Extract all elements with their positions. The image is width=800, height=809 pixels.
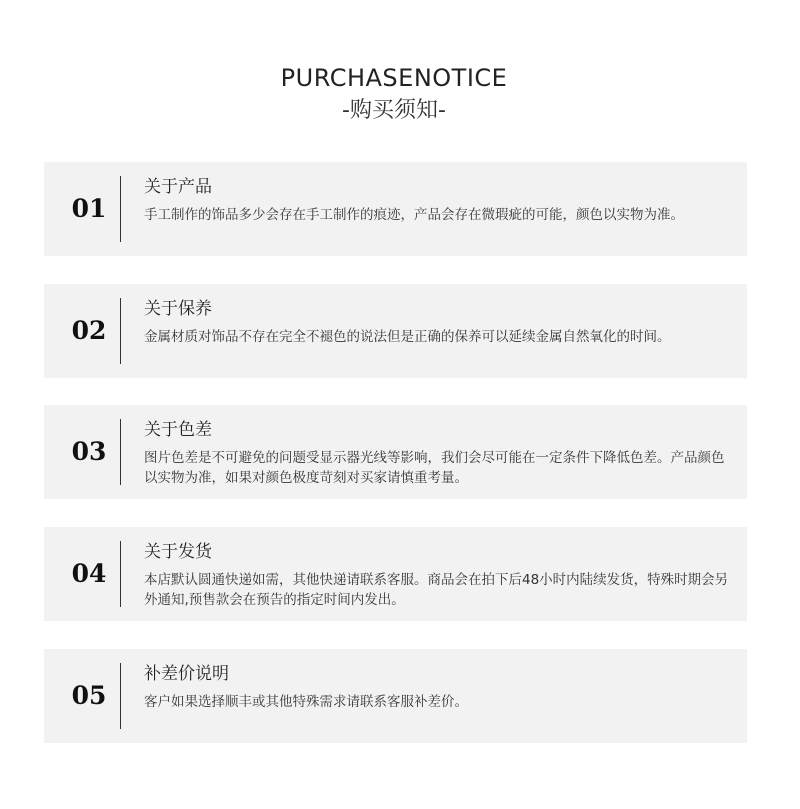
card-description: 金属材质对饰品不存在完全不褪色的说法但是正确的保养可以延续金属自然氧化的时间。 [144, 329, 671, 345]
card-content [144, 541, 734, 610]
vertical-divider [120, 176, 121, 242]
card-content [144, 663, 734, 712]
card-heading: 关于产品 [144, 177, 212, 197]
card-number: 01 [71, 194, 107, 223]
card-content [144, 298, 734, 347]
notice-card-shipping [44, 527, 747, 621]
vertical-divider [120, 298, 121, 364]
notice-card-product [44, 162, 747, 256]
notice-card-maintenance [44, 284, 747, 378]
card-description: 本店默认圆通快递如需，其他快递请联系客服。商品会在拍下后48小时内陆续发货，特殊时期会另外通知,预售款会在预告的指定时间内发出。 [144, 572, 729, 608]
notice-header [0, 62, 788, 126]
vertical-divider [120, 419, 121, 485]
vertical-divider [120, 541, 121, 607]
card-heading: 关于色差 [144, 420, 212, 440]
card-heading: 关于发货 [144, 542, 212, 562]
card-content [144, 419, 734, 488]
card-description: 手工制作的饰品多少会存在手工制作的痕迹，产品会存在微瑕疵的可能，颜色以实物为准。 [144, 207, 684, 223]
page-title-chinese: -购买须知- [342, 98, 446, 123]
card-number: 02 [71, 316, 107, 345]
card-number: 04 [71, 559, 107, 588]
card-heading: 关于保养 [144, 299, 212, 319]
card-content [144, 176, 734, 225]
page-title-english: PURCHASENOTICE [280, 64, 508, 92]
card-number: 05 [71, 681, 107, 710]
card-description: 图片色差是不可避免的问题受显示器光线等影响，我们会尽可能在一定条件下降低色差。产品颜色以实物为准，如果对颜色极度苛刻对买家请慎重考量。 [144, 450, 725, 486]
card-description: 客户如果选择顺丰或其他特殊需求请联系客服补差价。 [144, 694, 468, 710]
card-heading: 补差价说明 [144, 664, 229, 684]
notice-card-color-difference [44, 405, 747, 499]
card-number: 03 [71, 437, 107, 466]
vertical-divider [120, 663, 121, 729]
notice-card-price-difference [44, 649, 747, 743]
